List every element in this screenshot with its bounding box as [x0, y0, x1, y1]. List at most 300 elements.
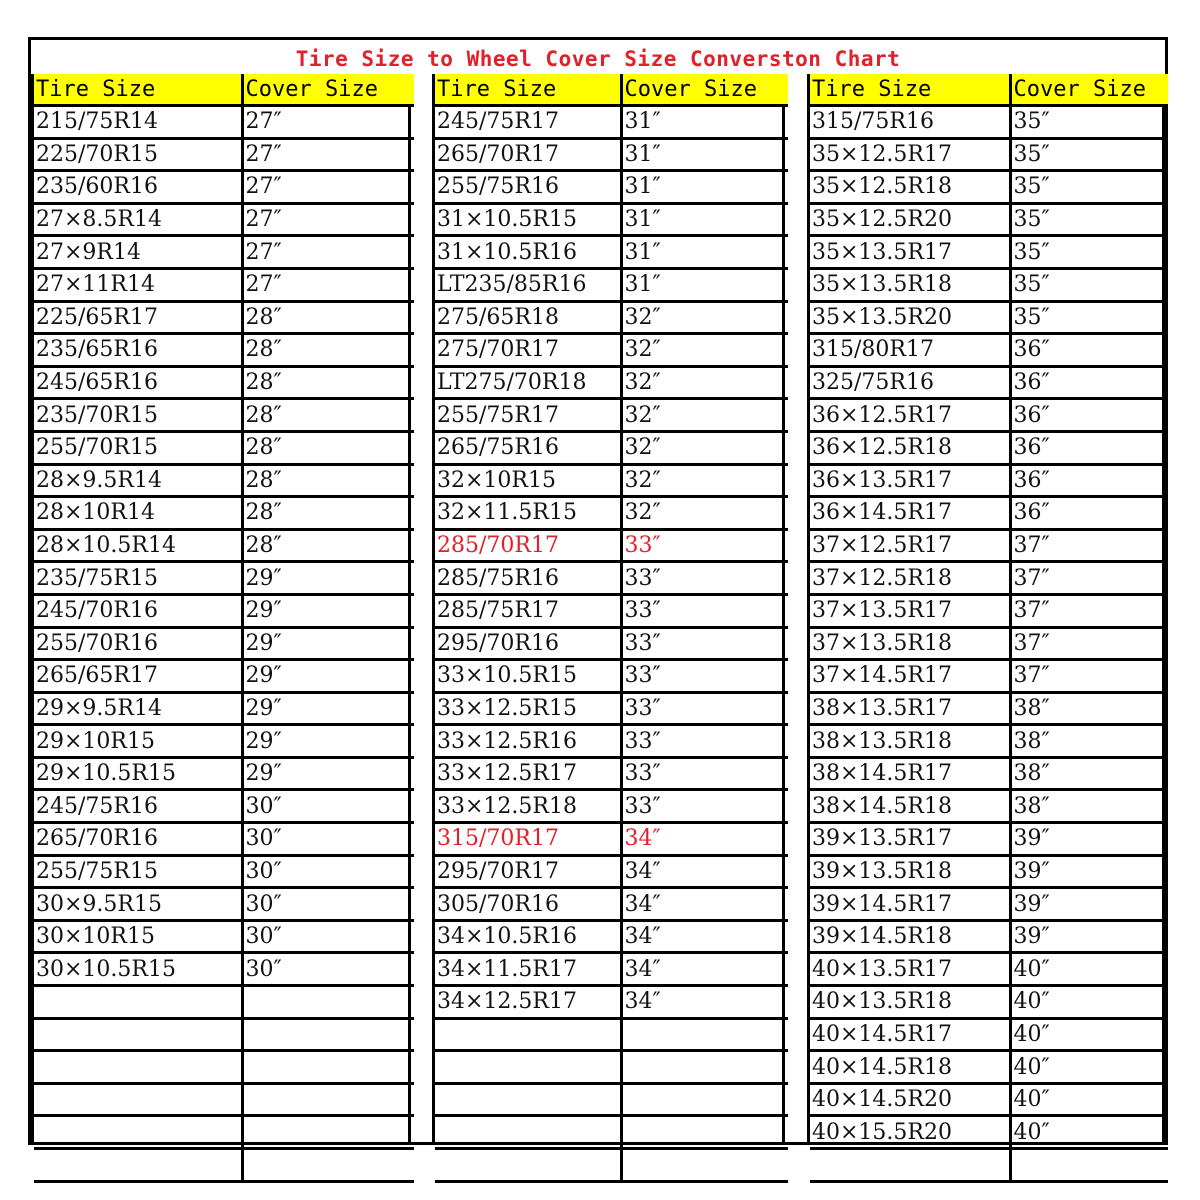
- tire-size-cell: LT235/85R16: [435, 268, 621, 301]
- cover-size-cell: 28″: [242, 529, 414, 562]
- table-row: [34, 399, 414, 432]
- tire-size-cell: 36×13.5R17: [810, 464, 1010, 497]
- table-row: [810, 366, 1168, 399]
- cover-size-cell: 33″: [621, 594, 788, 627]
- cover-size-cell: 32″: [621, 431, 788, 464]
- tire-size-cell: 285/75R17: [435, 594, 621, 627]
- table-row: [34, 203, 414, 236]
- cover-size-cell: 28″: [242, 301, 414, 334]
- tire-size-cell: 265/70R17: [435, 138, 621, 171]
- cover-size-cell: 27″: [242, 138, 414, 171]
- tire-size-cell: 35×13.5R17: [810, 236, 1010, 269]
- table-block-2: [432, 74, 785, 1145]
- tire-size-cell: [435, 1149, 621, 1182]
- cover-size-cell: 32″: [621, 399, 788, 432]
- cover-size-cell: 38″: [1010, 790, 1168, 823]
- table-row: [34, 171, 414, 204]
- tire-size-cell: [34, 1149, 242, 1182]
- cover-size-cell: 31″: [621, 236, 788, 269]
- cover-size-cell: 34″: [621, 823, 788, 856]
- tire-size-cell: 40×14.5R20: [810, 1083, 1010, 1116]
- cover-size-cell: 33″: [621, 529, 788, 562]
- cover-size-cell: 35″: [1010, 236, 1168, 269]
- tire-size-cell: 35×12.5R17: [810, 138, 1010, 171]
- table-row: [810, 268, 1168, 301]
- table-row: [810, 1051, 1168, 1084]
- cover-size-cell: 28″: [242, 366, 414, 399]
- table-row: [34, 431, 414, 464]
- tire-size-header: Tire Size: [34, 74, 242, 106]
- table-row: [435, 1083, 788, 1116]
- table-row: [435, 953, 788, 986]
- tire-size-cell: 31×10.5R15: [435, 203, 621, 236]
- tire-size-cell: 245/75R17: [435, 106, 621, 139]
- cover-size-cell: [621, 1051, 788, 1084]
- cover-size-cell: 28″: [242, 399, 414, 432]
- table-row: [810, 138, 1168, 171]
- cover-size-cell: 35″: [1010, 203, 1168, 236]
- table-row: [810, 171, 1168, 204]
- table-row: [435, 431, 788, 464]
- tire-size-cell: 27×9R14: [34, 236, 242, 269]
- tire-size-cell: [34, 1083, 242, 1116]
- table-row: [435, 594, 788, 627]
- table-row: [34, 497, 414, 530]
- table-row: [810, 888, 1168, 921]
- tire-size-cell: 255/75R17: [435, 399, 621, 432]
- tire-size-cell: 33×12.5R16: [435, 725, 621, 758]
- size-table: [34, 74, 414, 1183]
- tire-size-cell: 40×14.5R17: [810, 1018, 1010, 1051]
- table-row: [810, 529, 1168, 562]
- cover-size-cell: 35″: [1010, 106, 1168, 139]
- tire-size-cell: 36×14.5R17: [810, 497, 1010, 530]
- table-row: [34, 138, 414, 171]
- tire-size-cell: 275/65R18: [435, 301, 621, 334]
- cover-size-cell: 32″: [621, 497, 788, 530]
- tire-size-cell: [34, 1116, 242, 1149]
- cover-size-header: Cover Size: [242, 74, 414, 106]
- tire-size-cell: 37×13.5R17: [810, 594, 1010, 627]
- cover-size-cell: 27″: [242, 106, 414, 139]
- cover-size-cell: 40″: [1010, 1018, 1168, 1051]
- table-row: [34, 562, 414, 595]
- cover-size-cell: 31″: [621, 138, 788, 171]
- cover-size-cell: 29″: [242, 627, 414, 660]
- cover-size-cell: 28″: [242, 334, 414, 367]
- cover-size-cell: 29″: [242, 660, 414, 693]
- table-row: [810, 464, 1168, 497]
- cover-size-cell: 30″: [242, 888, 414, 921]
- cover-size-cell: 40″: [1010, 1116, 1168, 1149]
- cover-size-cell: 35″: [1010, 171, 1168, 204]
- table-row: [810, 203, 1168, 236]
- cover-size-cell: 33″: [621, 692, 788, 725]
- cover-size-cell: 27″: [242, 268, 414, 301]
- tire-size-cell: 255/75R15: [34, 855, 242, 888]
- tire-size-cell: 33×10.5R15: [435, 660, 621, 693]
- cover-size-cell: 29″: [242, 692, 414, 725]
- table-row: [435, 920, 788, 953]
- cover-size-cell: 31″: [621, 171, 788, 204]
- header-row: [34, 74, 414, 106]
- cover-size-cell: 29″: [242, 562, 414, 595]
- table-row: [810, 986, 1168, 1019]
- tire-size-header: Tire Size: [435, 74, 621, 106]
- size-table: [435, 74, 788, 1183]
- table-row: [435, 1018, 788, 1051]
- header-row: [435, 74, 788, 106]
- tire-size-cell: 235/60R16: [34, 171, 242, 204]
- tire-size-cell: 28×10.5R14: [34, 529, 242, 562]
- table-row: [435, 399, 788, 432]
- table-row: [810, 920, 1168, 953]
- tire-size-cell: 40×13.5R17: [810, 953, 1010, 986]
- cover-size-cell: 34″: [621, 986, 788, 1019]
- tire-size-cell: 40×13.5R18: [810, 986, 1010, 1019]
- table-row: [810, 627, 1168, 660]
- tire-size-cell: 295/70R17: [435, 855, 621, 888]
- table-row: [810, 855, 1168, 888]
- cover-size-cell: 40″: [1010, 1051, 1168, 1084]
- tire-size-cell: [34, 986, 242, 1019]
- tire-size-cell: 40×15.5R20: [810, 1116, 1010, 1149]
- table-row: [435, 334, 788, 367]
- cover-size-cell: 33″: [621, 660, 788, 693]
- tire-size-cell: 35×13.5R20: [810, 301, 1010, 334]
- table-row: [435, 790, 788, 823]
- table-row: [810, 757, 1168, 790]
- cover-size-cell: 28″: [242, 497, 414, 530]
- cover-size-cell: 33″: [621, 725, 788, 758]
- tire-size-cell: [34, 1051, 242, 1084]
- cover-size-cell: 38″: [1010, 725, 1168, 758]
- table-row: [810, 562, 1168, 595]
- tire-size-cell: 245/75R16: [34, 790, 242, 823]
- cover-size-cell: 28″: [242, 431, 414, 464]
- table-row: [810, 660, 1168, 693]
- table-row: [34, 920, 414, 953]
- cover-size-cell: 27″: [242, 236, 414, 269]
- cover-size-cell: 37″: [1010, 562, 1168, 595]
- tire-size-cell: 245/70R16: [34, 594, 242, 627]
- cover-size-cell: 37″: [1010, 594, 1168, 627]
- cover-size-header: Cover Size: [1010, 74, 1168, 106]
- table-row: [34, 986, 414, 1019]
- tire-size-cell: 39×13.5R17: [810, 823, 1010, 856]
- cover-size-cell: 27″: [242, 203, 414, 236]
- cover-size-cell: [242, 1051, 414, 1084]
- table-row: [810, 301, 1168, 334]
- tire-size-cell: LT275/70R18: [435, 366, 621, 399]
- tire-size-cell: 35×13.5R18: [810, 268, 1010, 301]
- table-row: [34, 334, 414, 367]
- table-row: [810, 1083, 1168, 1116]
- tire-size-cell: 32×10R15: [435, 464, 621, 497]
- tire-size-cell: 37×12.5R17: [810, 529, 1010, 562]
- table-row: [34, 692, 414, 725]
- cover-size-cell: 40″: [1010, 986, 1168, 1019]
- cover-size-cell: 34″: [621, 888, 788, 921]
- table-row: [34, 627, 414, 660]
- cover-size-cell: 29″: [242, 594, 414, 627]
- table-row: [435, 757, 788, 790]
- table-row: [435, 203, 788, 236]
- cover-size-cell: 35″: [1010, 301, 1168, 334]
- cover-size-cell: 30″: [242, 953, 414, 986]
- tire-size-cell: 34×12.5R17: [435, 986, 621, 1019]
- table-row: [34, 953, 414, 986]
- tire-size-cell: 255/70R15: [34, 431, 242, 464]
- tire-size-header: Tire Size: [810, 74, 1010, 106]
- table-row: [34, 888, 414, 921]
- tire-size-cell: 38×14.5R18: [810, 790, 1010, 823]
- cover-size-cell: 29″: [242, 725, 414, 758]
- tire-size-cell: 235/75R15: [34, 562, 242, 595]
- table-row: [34, 1051, 414, 1084]
- tire-size-cell: 39×13.5R18: [810, 855, 1010, 888]
- cover-size-cell: 30″: [242, 855, 414, 888]
- tire-size-cell: 29×10R15: [34, 725, 242, 758]
- table-row: [34, 106, 414, 139]
- tire-size-cell: 255/75R16: [435, 171, 621, 204]
- cover-size-cell: [621, 1116, 788, 1149]
- tire-size-cell: 275/70R17: [435, 334, 621, 367]
- cover-size-cell: 37″: [1010, 529, 1168, 562]
- cover-size-cell: [621, 1149, 788, 1182]
- table-row: [810, 823, 1168, 856]
- cover-size-cell: 39″: [1010, 920, 1168, 953]
- tire-size-cell: 40×14.5R18: [810, 1051, 1010, 1084]
- table-row: [435, 562, 788, 595]
- tire-size-cell: 27×8.5R14: [34, 203, 242, 236]
- cover-size-cell: [621, 1083, 788, 1116]
- tire-size-cell: [435, 1116, 621, 1149]
- cover-size-cell: 32″: [621, 464, 788, 497]
- table-row: [435, 725, 788, 758]
- cover-size-cell: 33″: [621, 627, 788, 660]
- table-row: [810, 497, 1168, 530]
- cover-size-cell: 36″: [1010, 366, 1168, 399]
- cover-size-cell: 39″: [1010, 888, 1168, 921]
- cover-size-header: Cover Size: [621, 74, 788, 106]
- tire-size-cell: 235/70R15: [34, 399, 242, 432]
- cover-size-cell: 36″: [1010, 431, 1168, 464]
- table-row: [435, 106, 788, 139]
- tire-size-cell: 38×13.5R17: [810, 692, 1010, 725]
- cover-size-cell: 36″: [1010, 399, 1168, 432]
- cover-size-cell: 37″: [1010, 627, 1168, 660]
- table-row: [435, 171, 788, 204]
- cover-size-cell: 31″: [621, 268, 788, 301]
- cover-size-cell: [242, 1083, 414, 1116]
- cover-size-cell: 37″: [1010, 660, 1168, 693]
- tire-size-cell: 265/65R17: [34, 660, 242, 693]
- table-row: [810, 1116, 1168, 1149]
- tire-size-cell: 255/70R16: [34, 627, 242, 660]
- table-row: [810, 594, 1168, 627]
- table-row: [810, 236, 1168, 269]
- tire-size-cell: 38×14.5R17: [810, 757, 1010, 790]
- table-row: [34, 1083, 414, 1116]
- cover-size-cell: 27″: [242, 171, 414, 204]
- tire-size-cell: 39×14.5R18: [810, 920, 1010, 953]
- table-row: [34, 464, 414, 497]
- table-row: [810, 431, 1168, 464]
- table-row: [810, 692, 1168, 725]
- table-row: [435, 366, 788, 399]
- tire-size-cell: 295/70R16: [435, 627, 621, 660]
- cover-size-cell: 30″: [242, 823, 414, 856]
- tire-size-cell: 285/75R16: [435, 562, 621, 595]
- size-table: [810, 74, 1168, 1183]
- table-row: [34, 790, 414, 823]
- tire-size-cell: 225/70R15: [34, 138, 242, 171]
- table-row: [34, 301, 414, 334]
- table-row: [810, 106, 1168, 139]
- tire-size-cell: 305/70R16: [435, 888, 621, 921]
- tire-size-cell: 28×9.5R14: [34, 464, 242, 497]
- cover-size-cell: 33″: [621, 790, 788, 823]
- table-row: [810, 790, 1168, 823]
- cover-size-cell: 29″: [242, 757, 414, 790]
- table-row: [34, 757, 414, 790]
- tire-size-cell: 37×14.5R17: [810, 660, 1010, 693]
- cover-size-cell: 38″: [1010, 692, 1168, 725]
- cover-size-cell: 31″: [621, 106, 788, 139]
- table-row: [810, 334, 1168, 367]
- cover-size-cell: 35″: [1010, 138, 1168, 171]
- tire-size-cell: 245/65R16: [34, 366, 242, 399]
- tire-size-cell: 27×11R14: [34, 268, 242, 301]
- table-block-1: [31, 74, 411, 1145]
- chart-title: Tire Size to Wheel Cover Size Converston Chart: [295, 47, 901, 71]
- tire-size-cell: 32×11.5R15: [435, 497, 621, 530]
- tire-size-cell: [810, 1149, 1010, 1182]
- table-row: [435, 1149, 788, 1182]
- table-row: [435, 627, 788, 660]
- tire-size-cell: 30×9.5R15: [34, 888, 242, 921]
- tire-size-cell: [435, 1018, 621, 1051]
- table-row: [435, 236, 788, 269]
- header-row: [810, 74, 1168, 106]
- tire-size-cell: 265/75R16: [435, 431, 621, 464]
- table-row: [435, 529, 788, 562]
- table-row: [435, 823, 788, 856]
- table-row: [435, 888, 788, 921]
- tire-size-cell: 315/80R17: [810, 334, 1010, 367]
- table-row: [435, 660, 788, 693]
- table-row: [34, 660, 414, 693]
- cover-size-cell: 36″: [1010, 497, 1168, 530]
- tire-size-cell: 35×12.5R18: [810, 171, 1010, 204]
- tire-size-cell: 34×11.5R17: [435, 953, 621, 986]
- table-row: [435, 464, 788, 497]
- cover-size-cell: 36″: [1010, 334, 1168, 367]
- tire-size-cell: 29×9.5R14: [34, 692, 242, 725]
- tire-size-cell: 315/75R16: [810, 106, 1010, 139]
- table-row: [34, 823, 414, 856]
- table-row: [810, 725, 1168, 758]
- table-row: [810, 399, 1168, 432]
- table-row: [810, 1149, 1168, 1182]
- tire-size-cell: 36×12.5R17: [810, 399, 1010, 432]
- tire-size-cell: 37×13.5R18: [810, 627, 1010, 660]
- table-row: [435, 497, 788, 530]
- table-row: [34, 236, 414, 269]
- table-row: [435, 1116, 788, 1149]
- cover-size-cell: 33″: [621, 562, 788, 595]
- tire-size-cell: 33×12.5R17: [435, 757, 621, 790]
- table-row: [34, 1149, 414, 1182]
- table-row: [435, 138, 788, 171]
- conversion-chart: [28, 37, 1168, 1145]
- table-row: [34, 268, 414, 301]
- tire-size-cell: 36×12.5R18: [810, 431, 1010, 464]
- cover-size-cell: 35″: [1010, 268, 1168, 301]
- cover-size-cell: 32″: [621, 301, 788, 334]
- tire-size-cell: 34×10.5R16: [435, 920, 621, 953]
- cover-size-cell: 32″: [621, 334, 788, 367]
- cover-size-cell: 36″: [1010, 464, 1168, 497]
- cover-size-cell: 39″: [1010, 823, 1168, 856]
- cover-size-cell: [242, 1018, 414, 1051]
- cover-size-cell: [242, 1149, 414, 1182]
- cover-size-cell: [1010, 1149, 1168, 1182]
- table-row: [435, 268, 788, 301]
- table-row: [34, 725, 414, 758]
- cover-size-cell: 34″: [621, 855, 788, 888]
- tire-size-cell: [435, 1051, 621, 1084]
- table-row: [810, 1018, 1168, 1051]
- table-row: [810, 953, 1168, 986]
- table-row: [435, 986, 788, 1019]
- tire-size-cell: 33×12.5R15: [435, 692, 621, 725]
- table-row: [34, 366, 414, 399]
- cover-size-cell: [242, 1116, 414, 1149]
- tire-size-cell: 35×12.5R20: [810, 203, 1010, 236]
- cover-size-cell: 40″: [1010, 1083, 1168, 1116]
- tire-size-cell: 39×14.5R17: [810, 888, 1010, 921]
- tire-size-cell: 37×12.5R18: [810, 562, 1010, 595]
- tire-size-cell: 265/70R16: [34, 823, 242, 856]
- tire-size-cell: 30×10.5R15: [34, 953, 242, 986]
- table-row: [34, 855, 414, 888]
- cover-size-cell: 38″: [1010, 757, 1168, 790]
- cover-size-cell: 28″: [242, 464, 414, 497]
- cover-size-cell: 31″: [621, 203, 788, 236]
- tire-size-cell: 315/70R17: [435, 823, 621, 856]
- tire-size-cell: 33×12.5R18: [435, 790, 621, 823]
- tire-size-cell: 235/65R16: [34, 334, 242, 367]
- tire-size-cell: [435, 1083, 621, 1116]
- cover-size-cell: [621, 1018, 788, 1051]
- tire-size-cell: 285/70R17: [435, 529, 621, 562]
- table-row: [435, 855, 788, 888]
- tire-size-cell: 215/75R14: [34, 106, 242, 139]
- table-row: [34, 594, 414, 627]
- tire-size-cell: 38×13.5R18: [810, 725, 1010, 758]
- cover-size-cell: 39″: [1010, 855, 1168, 888]
- table-row: [435, 1051, 788, 1084]
- cover-size-cell: 32″: [621, 366, 788, 399]
- cover-size-cell: 40″: [1010, 953, 1168, 986]
- table-row: [34, 529, 414, 562]
- tire-size-cell: 30×10R15: [34, 920, 242, 953]
- tire-size-cell: 28×10R14: [34, 497, 242, 530]
- tire-size-cell: 325/75R16: [810, 366, 1010, 399]
- cover-size-cell: 30″: [242, 790, 414, 823]
